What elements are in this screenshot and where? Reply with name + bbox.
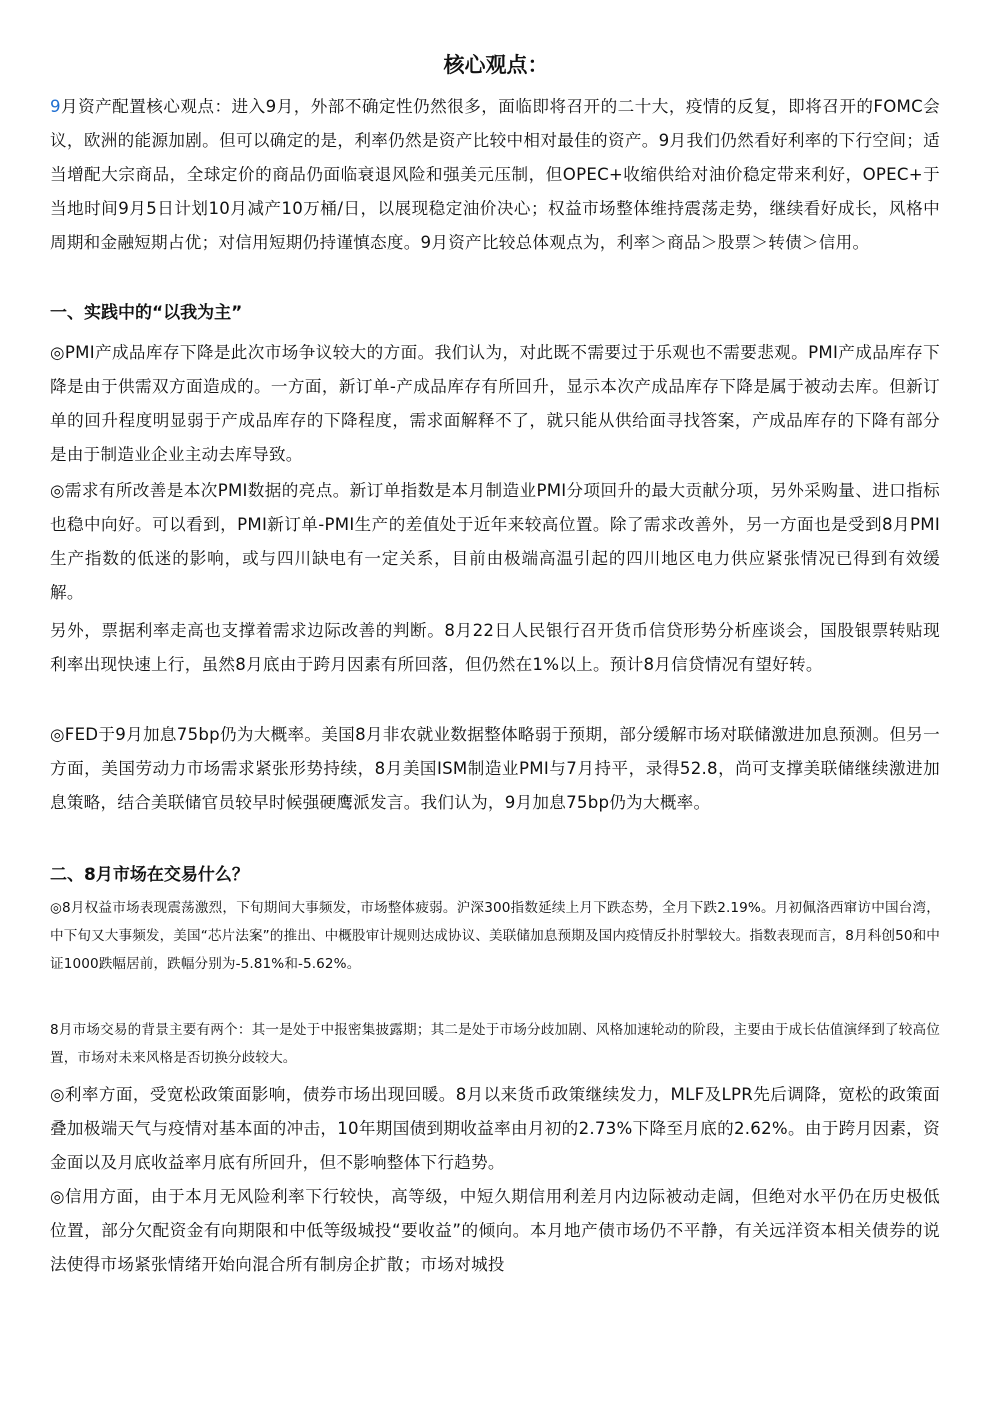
section1-paragraph-3: 另外，票据利率走高也支撑着需求边际改善的判断。8月22日人民银行召开货币信贷形势分析座谈会，国股银票转贴现利率出现快速上行，虽然8月底由于跨月因素有所回落，但仍然在1%以上。预计8月信贷情况有望好转。 <box>50 621 940 674</box>
section1-paragraph-2: ◎需求有所改善是本次PMI数据的亮点。新订单指数是本月制造业PMI分项回升的最大贡献分项，另外采购量、进口指标也稳中向好。可以看到，PMI新订单-PMI生产的差值处于近年来较高位置。除了需求改善外，另一方面也是受到8月PMI生产指数的低迷的影响，或与四川缺电有一定关系，目前由极端高温引起的四川地区电力供应紧张情况已得到有效缓解。 <box>50 481 940 602</box>
intro-lead-number: 9 <box>50 97 61 116</box>
section1-paragraph-4: ◎FED于9月加息75bp仍为大概率。美国8月非农就业数据整体略弱于预期，部分缓解市场对联储激进加息预测。但另一方面，美国劳动力市场需求紧张形势持续，8月美国ISM制造业PMI与7月持平，录得52.8，尚可支撑美联储继续激进加息策略，结合美联储官员较早时候强硬鹰派发言。我们认为，9月加息75bp仍为大概率。 <box>50 725 940 812</box>
section2-paragraph-3: ◎利率方面，受宽松政策面影响，债券市场出现回暖。8月以来货币政策继续发力，MLF及LPR先后调降，宽松的政策面叠加极端天气与疫情对基本面的冲击，10年期国债到期收益率由月初的2.73%下降至月底的2.62%。由于跨月因素，资金面以及月底收益率月底有所回升，但不影响整体下行趋势。 <box>50 1085 940 1172</box>
page-title: 核心观点： <box>443 53 549 77</box>
intro-text: 月资产配置核心观点：进入9月，外部不确定性仍然很多，面临即将召开的二十大，疫情的反复，即将召开的FOMC会议，欧洲的能源加剧。但可以确定的是，利率仍然是资产比较中相对最佳的资产。9月我们仍然看好利率的下行空间；适当增配大宗商品，全球定价的商品仍面临衰退风险和强美元压制，但OPEC+收缩供给对油价稳定带来利好，OPEC+于当地时间9月5日计划10月减产10万桶/日，以展现稳定油价决心；权益市场整体维持震荡走势，继续看好成长，风格中周期和金融短期占优；对信用短期仍持谨慎态度。9月资产比较总体观点为，利率＞商品＞股票＞转债＞信用。 <box>50 97 940 252</box>
section1-heading: 一、实践中的“以我为主” <box>50 303 243 323</box>
section2-heading: 二、8月市场在交易什么？ <box>50 865 249 885</box>
intro-paragraph <box>50 90 940 260</box>
section2-paragraph-4: ◎信用方面，由于本月无风险利率下行较快，高等级，中短久期信用利差月内边际被动走阔，但绝对水平仍在历史极低位置，部分欠配资金有向期限和中低等级城投“要收益”的倾向。本月地产债市场仍不平静，有关远洋资本相关债券的说法使得市场紧张情绪开始向混合所有制房企扩散；市场对城投 <box>50 1187 940 1274</box>
section2-paragraph-1: ◎8月权益市场表现震荡激烈，下旬期间大事频发，市场整体疲弱。沪深300指数延续上月下跌态势，全月下跌2.19%。月初佩洛西窜访中国台湾，中下旬又大事频发，美国“芯片法案”的推出、中概股审计规则达成协议、美联储加息预期及国内疫情反扑肘掣较大。指数表现而言，8月科创50和中证1000跌幅居前，跌幅分别为-5.81%和-5.62%。 <box>50 900 940 972</box>
section2-paragraph-2: 8月市场交易的背景主要有两个：其一是处于中报密集披露期；其二是处于市场分歧加剧、风格加速轮动的阶段，主要由于成长估值演绎到了较高位置，市场对未来风格是否切换分歧较大。 <box>50 1022 940 1066</box>
section1-paragraph-1: ◎PMI产成品库存下降是此次市场争议较大的方面。我们认为，对此既不需要过于乐观也不需要悲观。PMI产成品库存下降是由于供需双方面造成的。一方面，新订单-产成品库存有所回升，显示本次产成品库存下降是属于被动去库。但新订单的回升程度明显弱于产成品库存的下降程度，需求面解释不了，就只能从供给面寻找答案，产成品库存的下降有部分是由于制造业企业主动去库导致。 <box>50 343 940 464</box>
